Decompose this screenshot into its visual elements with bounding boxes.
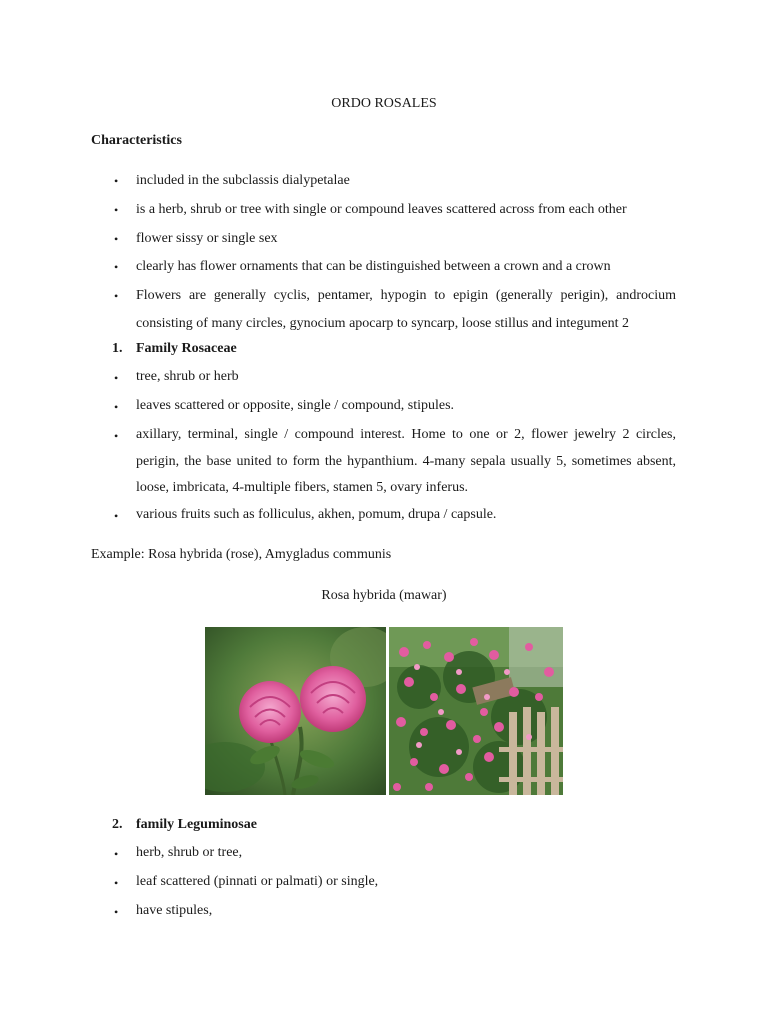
list-item: clearly has flower ornaments that can be distinguished between a crown and a crown (136, 259, 611, 274)
list-item: leaf scattered (pinnati or palmati) or single, (136, 874, 379, 889)
bullet-glyph: • (114, 260, 119, 274)
bullet-glyph: • (114, 876, 119, 890)
bullet-glyph: • (114, 174, 119, 188)
family-name: family Leguminosae (136, 817, 257, 832)
bullet-glyph: • (114, 509, 119, 523)
bullet-glyph: • (114, 289, 119, 303)
list-item: axillary, terminal, single / compound interest. Home to one or 2, flower jewelry 2 circles, perigin, the base united to form the hypanthium. 4-many sepala usually 5, sometimes absent, loose, imbricata, 4-multiple fibers, stamen 5, ovary inferus. (136, 427, 676, 495)
list-item: have stipules, (136, 903, 213, 918)
bullet-glyph: • (114, 847, 119, 861)
list-item: included in the subclassis dialypetalae (136, 173, 350, 188)
list-item: flower sissy or single sex (136, 231, 278, 246)
document-title: ORDO ROSALES (331, 96, 437, 111)
bullet-glyph: • (114, 400, 119, 414)
bullet-glyph: • (114, 203, 119, 217)
characteristics-heading: Characteristics (91, 133, 182, 148)
rose-bush-photo (389, 627, 563, 795)
bullet-glyph: • (114, 371, 119, 385)
list-item: leaves scattered or opposite, single / compound, stipules. (136, 398, 455, 413)
bullet-glyph: • (114, 905, 119, 919)
list-item: various fruits such as folliculus, akhen, pomum, drupa / capsule. (136, 507, 497, 522)
example-text: Example: Rosa hybrida (rose), Amygladus communis (91, 547, 392, 562)
list-item: is a herb, shrub or tree with single or compound leaves scattered across from each other (136, 202, 627, 217)
list-item: tree, shrub or herb (136, 369, 239, 384)
rose-closeup-photo (205, 627, 386, 795)
list-item: herb, shrub or tree, (136, 845, 243, 860)
family-number: 2. (112, 817, 123, 832)
family-number: 1. (112, 341, 123, 356)
figure-caption: Rosa hybrida (mawar) (321, 588, 447, 603)
bullet-glyph: • (114, 429, 119, 443)
family-name: Family Rosaceae (136, 341, 237, 356)
bullet-glyph: • (114, 232, 119, 246)
list-item: Flowers are generally cyclis, pentamer, hypogin to epigin (generally perigin), androcium consisting of many circles, gynocium apocarp to syncarp, loose stillus and integument 2 (136, 288, 676, 331)
